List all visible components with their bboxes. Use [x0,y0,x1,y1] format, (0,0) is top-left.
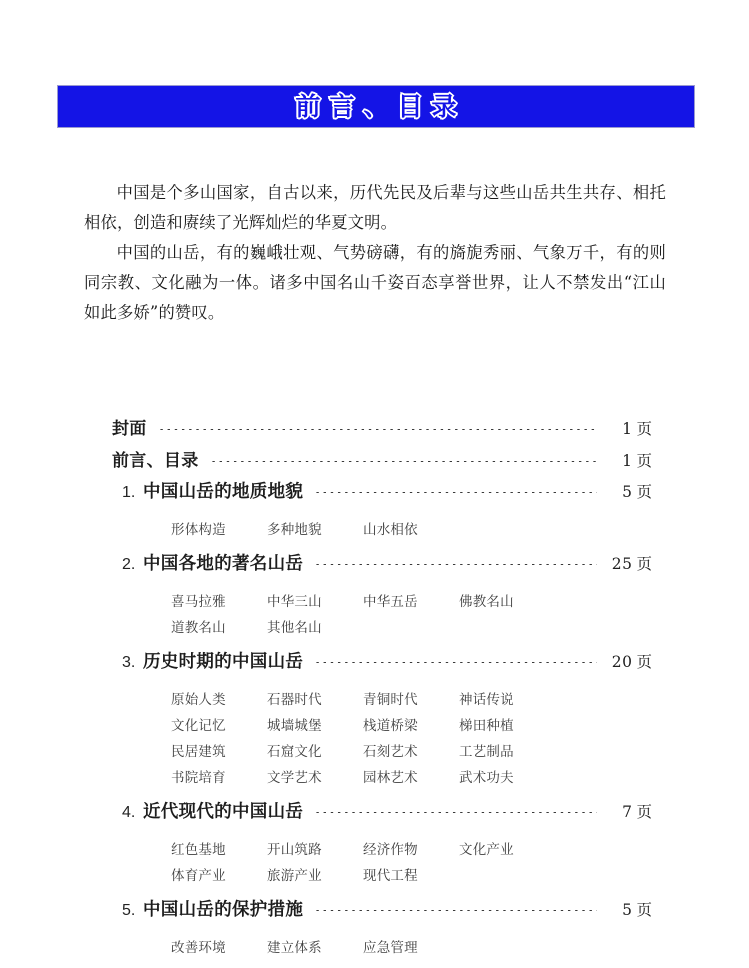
toc-subitem[interactable]: 石窟文化 [267,744,322,760]
toc-leader-dots [314,910,597,911]
toc-subitem[interactable]: 建立体系 [267,940,322,956]
toc-page-unit: 页 [636,555,652,573]
toc-subitem[interactable]: 经济作物 [363,842,418,858]
toc-leader-dots [314,662,597,663]
toc-subitem[interactable]: 文学艺术 [267,770,322,786]
toc-leader-dots [314,492,597,493]
toc-entry[interactable] [122,648,652,680]
spacer [0,541,749,550]
toc-subitem[interactable]: 其他名山 [267,620,322,636]
toc-entry-label: 中国山岳的地质地貌 [143,482,304,502]
preface-paragraph-1: 中国是个多山国家，自古以来，历代先民及后辈与这些山岳共生共存、相托相依，创造和赓续了光辉灿烂的华夏文明。 [84,183,666,232]
toc-entry-label: 前言、目录 [112,451,199,471]
page-title: 前言、目录 [295,92,466,121]
toc-entry-page [606,480,652,502]
toc-subitem[interactable]: 武术功夫 [459,770,514,786]
toc-entry[interactable] [122,478,652,510]
toc-subitem[interactable]: 形体构造 [171,522,226,538]
toc-entry-page [606,417,652,439]
toc-subitem[interactable]: 城墙城堡 [267,718,322,734]
toc-entry[interactable] [112,414,652,446]
toc-subitem-row [171,613,749,639]
toc-subitem[interactable]: 原始人类 [171,692,226,708]
preface-section [84,178,666,328]
toc-page-number: 1 [622,452,633,470]
toc-entry-label: 中国各地的著名山岳 [143,554,304,574]
spacer [0,789,749,798]
toc-leader-dots [158,429,597,430]
toc-page-unit: 页 [636,653,652,671]
toc-page-unit: 页 [636,803,652,821]
toc-entry-page [606,898,652,920]
toc-subitem-row [171,685,749,711]
toc-entry[interactable] [122,896,652,928]
toc-subitem[interactable]: 开山筑路 [267,842,322,858]
toc-page-number: 20 [611,653,633,671]
toc-subitem-row [171,737,749,763]
toc-subitem-row [171,835,749,861]
toc-page-unit: 页 [636,901,652,919]
toc-subitem[interactable]: 梯田种植 [459,718,514,734]
toc-page-number: 5 [622,483,633,501]
toc-leader-dots [314,812,597,813]
toc-page-unit: 页 [636,483,652,501]
toc-page-number: 5 [622,901,633,919]
toc-subitem[interactable]: 改善环境 [171,940,226,956]
toc-subitem[interactable]: 民居建筑 [171,744,226,760]
toc-entry-number: 2. [122,556,136,573]
toc-leader-dots [314,564,597,565]
toc-page-number: 25 [611,555,633,573]
toc-subitem[interactable]: 石刻艺术 [363,744,418,760]
toc-subitem[interactable]: 栈道桥梁 [363,718,418,734]
toc-subitem-row [171,587,749,613]
toc-entry[interactable] [112,446,652,478]
toc-subitem[interactable]: 中华三山 [267,594,322,610]
toc-subitem[interactable]: 神话传说 [459,692,514,708]
toc-subitem[interactable]: 现代工程 [363,868,418,884]
toc-entry-label: 历史时期的中国山岳 [143,652,304,672]
toc-subitem[interactable]: 旅游产业 [267,868,322,884]
title-banner [57,85,695,128]
toc-subitem[interactable]: 石器时代 [267,692,322,708]
toc-page-unit: 页 [636,420,652,438]
toc-subitem[interactable]: 喜马拉雅 [171,594,226,610]
toc-subitem[interactable]: 工艺制品 [459,744,514,760]
toc-page-unit: 页 [636,452,652,470]
spacer [0,959,749,968]
toc-subitem[interactable]: 体育产业 [171,868,226,884]
toc-entry-number: 1. [122,484,136,501]
toc-subitem[interactable]: 园林艺术 [363,770,418,786]
toc-subitem[interactable]: 佛教名山 [459,594,514,610]
toc-subitem-row [171,711,749,737]
toc-subitem[interactable]: 文化产业 [459,842,514,858]
toc-entry[interactable] [122,798,652,830]
toc-leader-dots [210,461,598,462]
toc-entry[interactable] [122,550,652,582]
toc-entry-page [606,449,652,471]
table-of-contents [0,414,749,968]
toc-subitem[interactable]: 文化记忆 [171,718,226,734]
toc-entry-label: 封面 [112,419,147,439]
spacer [0,639,749,648]
toc-subitem-row [171,515,749,541]
preface-paragraph-2: 中国的山岳，有的巍峨壮观、气势磅礴，有的旖旎秀丽、气象万千，有的则同宗教、文化融为一体。诸多中国名山千姿百态享誉世界，让人不禁发出“江山如此多娇”的赞叹。 [84,243,666,322]
toc-entry-page [606,552,652,574]
toc-subitem[interactable]: 中华五岳 [363,594,418,610]
toc-entry-number: 3. [122,654,136,671]
toc-entry-label: 中国山岳的保护措施 [143,900,304,920]
toc-entry-page [606,650,652,672]
spacer [0,887,749,896]
toc-entry-number: 4. [122,804,136,821]
toc-subitem[interactable]: 多种地貌 [267,522,322,538]
toc-entry-label: 近代现代的中国山岳 [143,802,304,822]
toc-subitem[interactable]: 山水相依 [363,522,418,538]
toc-subitem[interactable]: 青铜时代 [363,692,418,708]
toc-subitem[interactable]: 书院培育 [171,770,226,786]
toc-entry-page [606,800,652,822]
toc-subitem[interactable]: 应急管理 [363,940,418,956]
toc-subitem-row [171,763,749,789]
toc-entry-number: 5. [122,902,136,919]
toc-subitem-row [171,861,749,887]
toc-subitem[interactable]: 红色基地 [171,842,226,858]
toc-page-number: 1 [622,420,633,438]
toc-subitem[interactable]: 道教名山 [171,620,226,636]
toc-subitem-row [171,933,749,959]
toc-page-number: 7 [622,803,633,821]
